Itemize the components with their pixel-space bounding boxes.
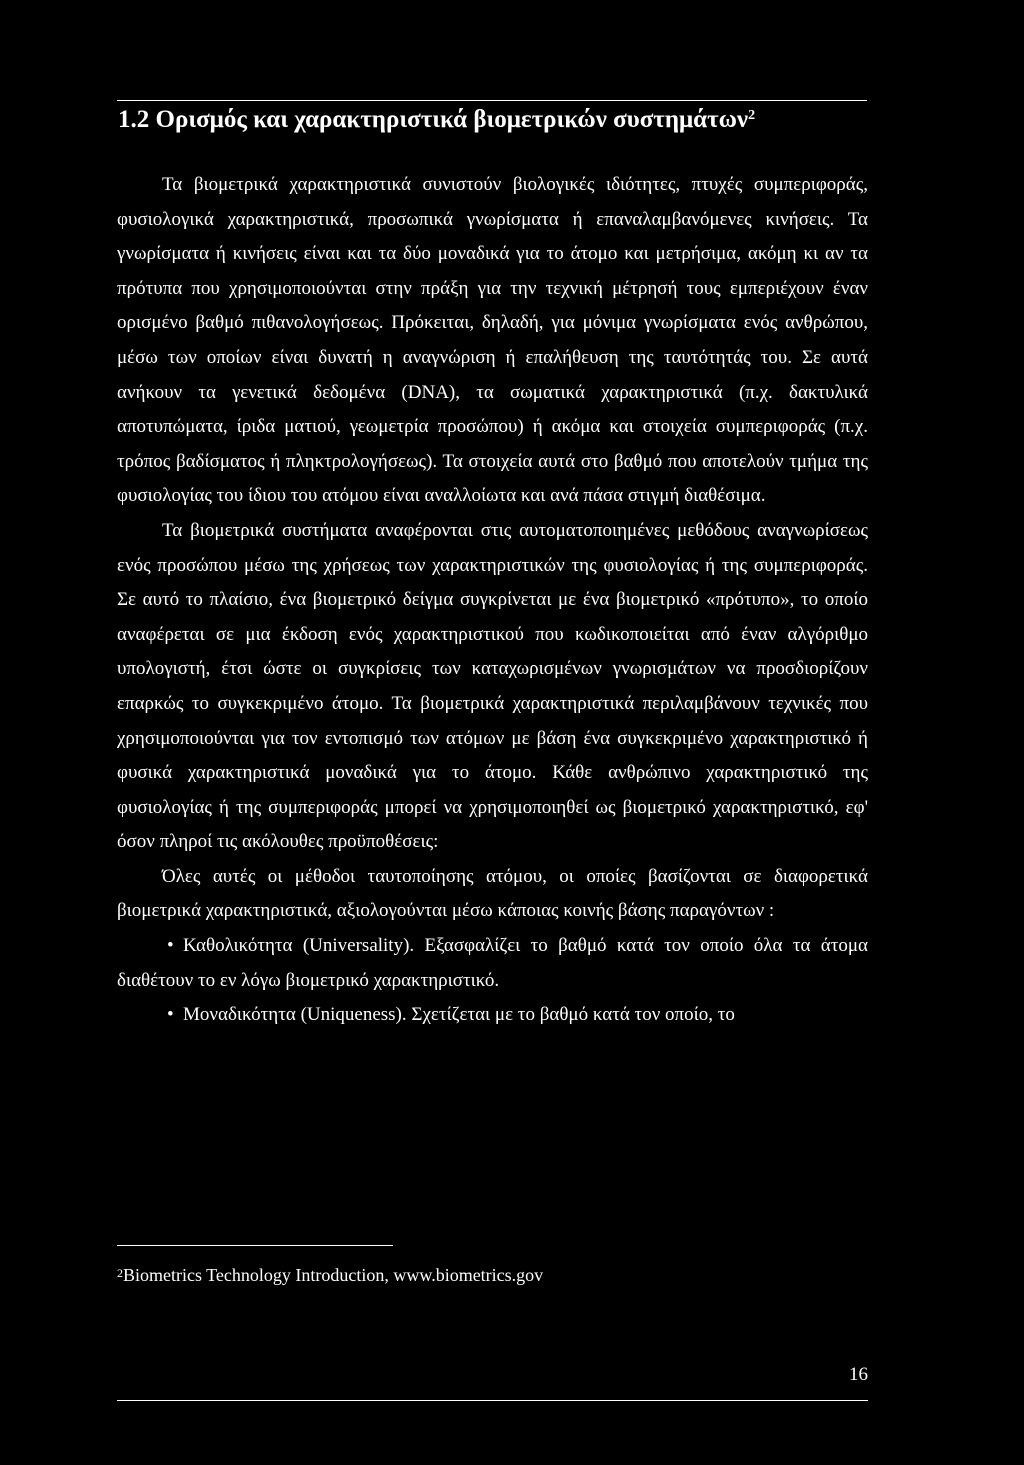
footnote bbox=[117, 1262, 543, 1288]
footnote-reference: 2 bbox=[748, 108, 756, 123]
bullet-text: Καθολικότητα (Universality). Εξασφαλίζει το βαθμό κατά τον οποίο όλα τα άτομα διαθέτουν το εν λόγω βιομετρικό χαρακτηριστικό. bbox=[117, 935, 868, 991]
paragraph-biometric-systems: Τα βιομετρικά συστήματα αναφέρονται στις αυτοματοποιημένες μεθόδους αναγνωρίσεως ενός προσώπου μέσω της χρήσεως των χαρακτηριστικών της φυσιολογίας ή της συμπεριφοράς. Σε αυτό το πλαίσιο, ένα βιομετρικό δείγμα συγκρίνεται με ένα βιομετρικό «πρότυπο», το οποίο αναφέρεται σε μια έκδοση ενός χαρακτηριστικού που κωδικοποιείται από έναν αλγόριθμο υπολογιστή, έτσι ώστε οι συγκρίσεις των καταχωρισμένων γνωρισμάτων να προσδιορίζουν επαρκώς το συγκεκριμένο άτομο. Τα βιομετρικά χαρακτηριστικά περιλαμβάνουν τεχνικές που χρησιμοποιούνται για τον εντοπισμό των ατόμων με βάση ένα συγκεκριμένο χαρακτηριστικό ή φυσικά χαρακτηριστικά μοναδικά για το άτομο. Κάθε ανθρώπινο χαρακτηριστικό της φυσιολογίας ή της συμπεριφοράς μπορεί να χρησιμοποιηθεί ως βιομετρικό χαρακτηριστικό, εφ' όσον πληροί τις ακόλουθες προϋποθέσεις: bbox=[117, 519, 868, 853]
footnote-text: Biometrics Technology Introduction, www.biometrics.gov bbox=[123, 1265, 544, 1285]
section-heading bbox=[118, 103, 878, 137]
section-heading-text: 1.2 Ορισμός και χαρακτηριστικά βιομετρικών συστημάτων bbox=[118, 106, 749, 133]
paragraph-evaluation-factors: Όλες αυτές οι μέθοδοι ταυτοποίησης ατόμου, οι οποίες βασίζονται σε διαφορετικά βιομετρικά χαρακτηριστικά, αξιολογούνται μέσω κάποιας κοινής βάσης παραγόντων : bbox=[117, 865, 868, 922]
bullet-item-uniqueness bbox=[117, 998, 868, 1033]
header-rule bbox=[117, 100, 867, 101]
paragraph-definition: Τα βιομετρικά χαρακτηριστικά συνιστούν βιολογικές ιδιότητες, πτυχές συμπεριφοράς, φυσιολογικά χαρακτηριστικά, προσωπικά γνωρίσματα ή επαναλαμβανόμενες κινήσεις. Τα γνωρίσματα ή κινήσεις είναι και τα δύο μοναδικά για το άτομο και μετρήσιμα, ακόμη κι αν τα πρότυπα που χρησιμοποιούνται στην πράξη για την τεχνική μέτρησή τους εμπεριέχουν έναν ορισμένο βαθμό πιθανολογήσεως. Πρόκειται, δηλαδή, για μόνιμα γνωρίσματα ενός ανθρώπου, μέσω των οποίων είναι δυνατή η αναγνώριση ή επαλήθευση της ταυτότητάς του. Σε αυτά ανήκουν τα γενετικά δεδομένα (DNA), τα σωματικά χαρακτηριστικά (π.χ. δακτυλικά αποτυπώματα, ίριδα ματιού, γεωμετρία προσώπου) ή ακόμα και στοιχεία συμπεριφοράς (π.χ. τρόπος βαδίσματος ή πληκτρολογήσεως). Τα στοιχεία αυτά στο βαθμό που αποτελούν τμήμα της φυσιολογίας του ίδιου του ατόμου είναι αναλλοίωτα και ανά πάσα στιγμή διαθέσιμα. bbox=[117, 174, 868, 507]
page-number: 16 bbox=[849, 1364, 868, 1385]
body-text bbox=[117, 168, 868, 1033]
footnote-marker: 2 bbox=[117, 1266, 123, 1280]
footnote-separator bbox=[117, 1245, 393, 1246]
footer-rule bbox=[117, 1400, 868, 1401]
bullet-marker: • bbox=[167, 935, 174, 957]
bullet-text: Μοναδικότητα (Uniqueness). Σχετίζεται με το βαθμό κατά τον οποίο, το bbox=[183, 1004, 735, 1026]
bullet-item-universality bbox=[117, 929, 868, 998]
bullet-marker: • bbox=[167, 1004, 174, 1026]
